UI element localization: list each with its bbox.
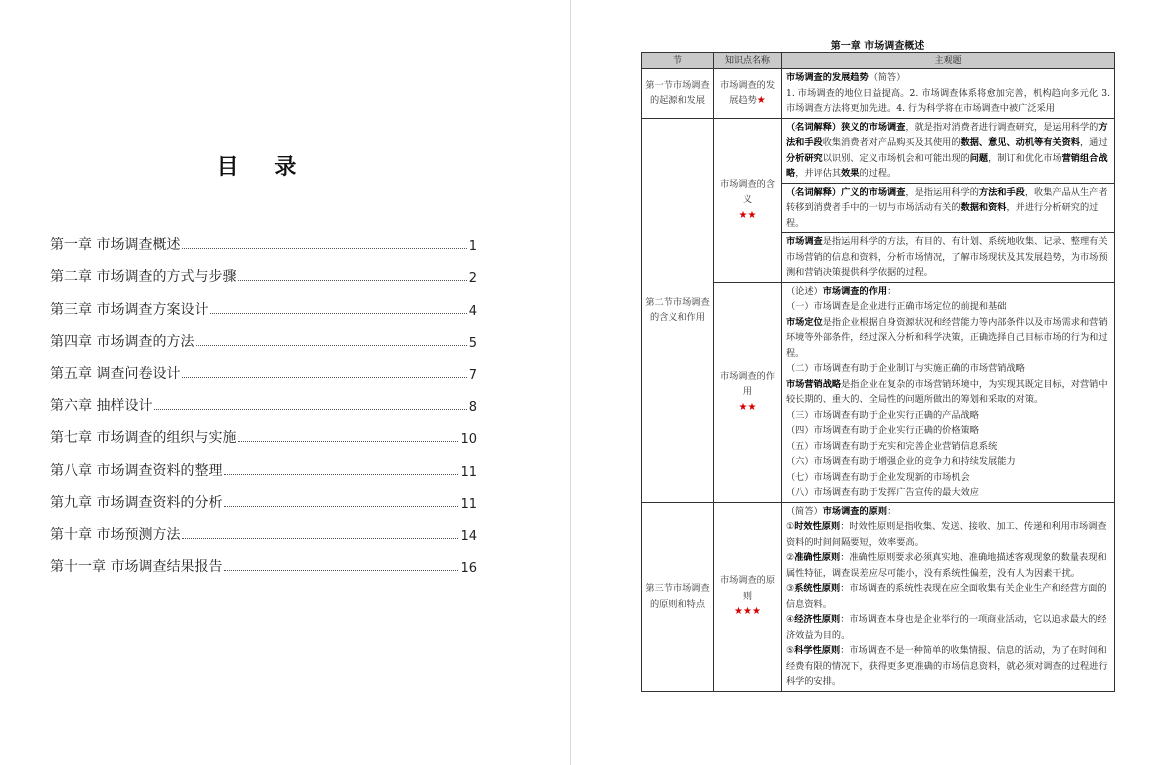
toc-leader-dots — [182, 248, 466, 249]
bold-term: 广义的市场调查 — [841, 186, 906, 198]
toc-entry-label: 第一章 市场调查概述 — [50, 237, 181, 254]
bold-term: （名词解释） — [786, 186, 842, 198]
chapter-page — [571, 0, 1171, 765]
toc-entry[interactable] — [50, 319, 477, 351]
topic-line: （七）市场调查有助于企业发现新的市场机会 — [786, 471, 970, 483]
topic-tag: （简答） — [868, 72, 906, 83]
toc-entry-label: 第六章 抽样设计 — [50, 398, 153, 415]
star-rating: ★★ — [738, 401, 757, 413]
text-run: ，并进行分析研究的过程。 — [786, 202, 1099, 229]
toc-leader-dots — [238, 441, 458, 442]
toc-entry-label: 第八章 市场调查资料的整理 — [50, 462, 223, 479]
rich-paragraph — [786, 581, 1110, 612]
toc-leader-dots — [224, 474, 458, 475]
topic-heading: 市场调查的原则 — [822, 505, 888, 517]
toc-entry-label: 第二章 市场调查的方式与步骤 — [50, 269, 237, 286]
text-run: 收集消费者对产品购买及其使用的 — [822, 137, 961, 148]
topic-tag: （论述） — [786, 285, 823, 297]
toc-entry[interactable] — [50, 544, 477, 576]
knowledge-cell — [714, 118, 782, 282]
toc-entry[interactable] — [50, 415, 477, 447]
text-run: ④ — [786, 614, 795, 625]
toc-leader-dots — [224, 506, 458, 507]
topic-heading: 市场调查的发展趋势 — [786, 72, 869, 83]
table-header-row — [642, 53, 1115, 69]
toc-entry[interactable] — [50, 351, 477, 383]
header-knowledge: 知识点名称 — [714, 53, 782, 69]
rich-paragraph — [786, 377, 1110, 408]
knowledge-table — [641, 52, 1115, 692]
bold-term: 问题 — [969, 152, 989, 164]
section-cell: 第三节市场调查的原则和特点 — [642, 502, 714, 691]
toc-page-number: 16 — [460, 561, 477, 577]
rich-paragraph — [786, 612, 1110, 643]
section-cell: 第二节市场调查的含义和作用 — [642, 118, 714, 502]
toc-page — [0, 0, 570, 765]
text-run: ② — [786, 552, 795, 563]
bold-term: 数据、意见、动机等有关资料 — [960, 137, 1080, 148]
rich-paragraph — [786, 550, 1110, 581]
text-run: ：时效性原则是指收集、发送、接收、加工、传递和利用市场调查资料的时间间隔要短，效率要高。 — [786, 521, 1107, 548]
toc-entry-label: 第九章 市场调查资料的分析 — [50, 494, 223, 511]
toc-leader-dots — [224, 570, 458, 571]
knowledge-cell — [714, 282, 782, 502]
topic-heading: 市场调查的作用 — [822, 285, 888, 297]
toc-entry[interactable] — [50, 512, 477, 544]
toc-page-number: 11 — [460, 496, 477, 512]
text-run: 是指运用科学的方法，有目的、有计划、系统地收集、记录、整理有关市场营销的信息和资料，分析市场情况，了解市场现状及其发展趋势，为市场预测和营销决策提供科学依据的过程。 — [786, 236, 1108, 278]
topic-body: 1. 市场调查的地位日益提高。2. 市场调查体系将愈加完善，机构趋向多元化 3. 市场调查方法将更加先进。4. 行为科学将在市场调查中被广泛采用 — [786, 87, 1110, 114]
chapter-title: 第一章 市场调查概述 — [830, 41, 925, 52]
topic-cell — [782, 183, 1115, 233]
text-run: ：准确性原则要求必须真实地、准确地描述客观现象的数量表现和属性特征，调查误差应尽可能小，没有系统性偏差，没有人为因素干扰。 — [786, 552, 1107, 579]
text-run: ，制订和优化市场 — [988, 152, 1062, 164]
bold-term: 市场调查 — [786, 236, 823, 247]
knowledge-label: 市场调查的含义 — [719, 178, 776, 206]
knowledge-label: 市场调查的原则 — [719, 575, 776, 602]
topic-line: （一）市场调查是企业进行正确市场定位的前提和基础 — [786, 301, 1007, 312]
topic-cell: （简答）市场调查的原则： ①时效性原则：时效性原则是指收集、发送、接收、加工、传递和利用市场调查资料的时间间隔要短，效率要高。 ②准确性原则：准确性原则要求必须真实地、准确地描述客观现象的数量表现和属性特征，调查误差应尽可能小，没有系统性偏差，没有人为因素干扰。 ③系统性原则：市场调查的系统性表现在应全面收集有关企业生产和经营方面的信息资料。 ④经济性原则：市场调查本身也是企业举行的一项商业活动，它以追求最大的经济效益为目的。 ⑤科学性原则：市场调查不是一种简单的收集情报、信息的活动，为了在时间和经费有限的情况下，获得更多更准确的市场信息资料，就必须对调查的过程进行科学的安排。 — [782, 502, 1115, 691]
toc-entry-label: 第十一章 市场调查结果报告 — [50, 559, 223, 576]
bold-term: 经济性原则 — [794, 614, 841, 625]
toc-page-number: 7 — [468, 367, 477, 383]
toc-entry[interactable] — [50, 286, 477, 318]
toc-page-number: 2 — [468, 271, 477, 287]
knowledge-label: 市场调查的发展趋势 — [719, 79, 776, 107]
bold-term: 准确性原则 — [794, 552, 841, 563]
toc-leader-dots — [182, 377, 466, 378]
bold-term: 营销组合战略 — [786, 152, 1108, 179]
toc-page-number: 5 — [468, 335, 477, 351]
toc-entry-label: 第五章 调查问卷设计 — [50, 365, 181, 382]
text-run: ：市场调查的系统性表现在应全面收集有关企业生产和经营方面的信息资料。 — [786, 583, 1107, 610]
topic-tag: （简答） — [786, 505, 823, 517]
toc-entry-label: 第七章 市场调查的组织与实施 — [50, 430, 237, 447]
rich-paragraph — [786, 122, 1108, 180]
text-run: ⑤ — [786, 645, 795, 656]
bold-term: 方法和手段 — [786, 121, 1108, 148]
bold-term: 效果 — [841, 168, 860, 179]
text-run: ，收集产品从生产者转移到消费者手中的一切与市场活动有关的 — [786, 186, 1108, 213]
topic-line: （五）市场调查有助于充实和完善企业营销信息系统 — [786, 440, 998, 452]
toc-entry[interactable] — [50, 480, 477, 512]
bold-term: （名词解释） — [786, 121, 842, 133]
toc-page-number: 8 — [468, 400, 477, 416]
topic-cell — [782, 118, 1115, 183]
text-run: 的过程。 — [859, 168, 897, 179]
toc-entry-label: 第十章 市场预测方法 — [50, 526, 181, 543]
rich-paragraph — [786, 187, 1108, 229]
toc-page-number: 1 — [468, 239, 477, 255]
rich-paragraph — [786, 315, 1110, 362]
topic-line: （八）市场调查有助于发挥广告宣传的最大效应 — [786, 487, 979, 498]
text-run: ：市场调查本身也是企业举行的一项商业活动，它以追求最大的经济效益为目的。 — [786, 614, 1107, 641]
toc-entry-label: 第四章 市场调查的方法 — [50, 333, 195, 350]
bold-term: 科学性原则 — [794, 645, 841, 656]
topic-line: （二）市场调查有助于企业制订与实施正确的市场营销战略 — [786, 363, 1025, 374]
text-run: ，通过 — [1080, 137, 1108, 148]
text-run: ，并评估其 — [795, 168, 842, 179]
bold-term: 狭义的市场调查 — [841, 121, 906, 133]
toc-leader-dots — [154, 409, 466, 410]
toc-leader-dots — [238, 280, 466, 281]
star-rating: ★★★ — [734, 606, 761, 618]
knowledge-cell — [714, 502, 782, 691]
rich-paragraph — [786, 236, 1108, 278]
bold-term: 市场定位 — [786, 316, 823, 328]
rich-paragraph — [786, 519, 1110, 550]
toc-list — [50, 222, 477, 576]
toc-entry[interactable] — [50, 447, 477, 479]
text-run: ③ — [786, 583, 795, 594]
header-topic: 主观题 — [782, 53, 1115, 69]
topic-cell: （论述）市场调查的作用： （一）市场调查是企业进行正确市场定位的前提和基础 市场定位是指企业根据自身资源状况和经营能力等内部条件以及市场需求和营销环境等外部条件，经过深入分析和科学决策，正确选择自己目标市场的行为和过程。 （二）市场调查有助于企业制订与实施正确的市场营销战略 市场营销战略是指企业在复杂的市场营销环境中，为实现其既定目标，对营销中较长期的、重大的、全局性的问题所做出的筹划和采取的对策。 （三）市场调查有助于企业实行正确的产品战略 （四）市场调查有助于企业实行正确的价格策略 （五）市场调查有助于充实和完善企业营销信息系统 （六）市场调查有助于增强企业的竞争力和持续发展能力 （七）市场调查有助于企业发现新的市场机会 （八）市场调查有助于发挥广告宣传的最大效应 — [782, 282, 1115, 502]
toc-leader-dots — [182, 538, 458, 539]
topic-line: （三）市场调查有助于企业实行正确的产品战略 — [786, 409, 979, 421]
star-rating: ★★ — [738, 209, 757, 221]
table-row — [642, 118, 1115, 183]
bold-term: 系统性原则 — [794, 583, 841, 594]
text-run: 是指企业根据自身资源状况和经营能力等内部条件以及市场需求和营销环境等外部条件，经过深入分析和科学决策，正确选择自己目标市场的行为和过程。 — [786, 316, 1108, 359]
toc-page-number: 14 — [460, 528, 477, 544]
topic-line: （六）市场调查有助于增强企业的竞争力和持续发展能力 — [786, 456, 1016, 467]
bold-term: 时效性原则 — [794, 521, 841, 532]
star-rating: ★ — [756, 95, 766, 107]
knowledge-cell — [714, 69, 782, 119]
text-run: ，是指运用科学的 — [905, 186, 979, 198]
toc-page-number: 10 — [460, 432, 477, 448]
toc-entry-label: 第三章 市场调查方案设计 — [50, 301, 209, 318]
section-cell: 第一节市场调查的起源和发展 — [642, 69, 714, 119]
text-run: 以识别、定义市场机会和可能出现的 — [822, 152, 970, 164]
toc-leader-dots — [210, 313, 466, 314]
text-run: ① — [786, 521, 795, 532]
text-run: ：市场调查不是一种简单的收集情报、信息的活动，为了在时间和经费有限的情况下，获得更多更准确的市场信息资料，就必须对调查的过程进行科学的安排。 — [786, 645, 1108, 687]
toc-entry[interactable] — [50, 383, 477, 415]
topic-line: （四）市场调查有助于企业实行正确的价格策略 — [786, 425, 979, 436]
text-run: 是指企业在复杂的市场营销环境中，为实现其既定目标，对营销中较长期的、重大的、全局性的问题所做出的筹划和采取的对策。 — [786, 378, 1108, 405]
toc-leader-dots — [196, 345, 466, 346]
topic-cell — [782, 233, 1115, 283]
bold-term: 方法和手段 — [978, 186, 1025, 198]
rich-paragraph — [786, 643, 1110, 690]
text-run: ，就是指对消费者进行调查研究，是运用科学的 — [905, 121, 1099, 133]
toc-title: 目 录 — [216, 155, 311, 180]
topic-cell — [782, 69, 1115, 119]
bold-term: 数据和资料 — [960, 202, 1007, 213]
header-section: 节 — [642, 53, 714, 69]
knowledge-label: 市场调查的作用 — [719, 370, 776, 398]
toc-entry[interactable] — [50, 254, 477, 286]
table-row — [642, 69, 1115, 119]
toc-entry[interactable] — [50, 222, 477, 254]
toc-page-number: 11 — [460, 464, 477, 480]
bold-term: 分析研究 — [786, 152, 823, 164]
toc-page-number: 4 — [468, 303, 477, 319]
bold-term: 市场营销战略 — [786, 378, 842, 390]
table-row — [642, 502, 1115, 691]
